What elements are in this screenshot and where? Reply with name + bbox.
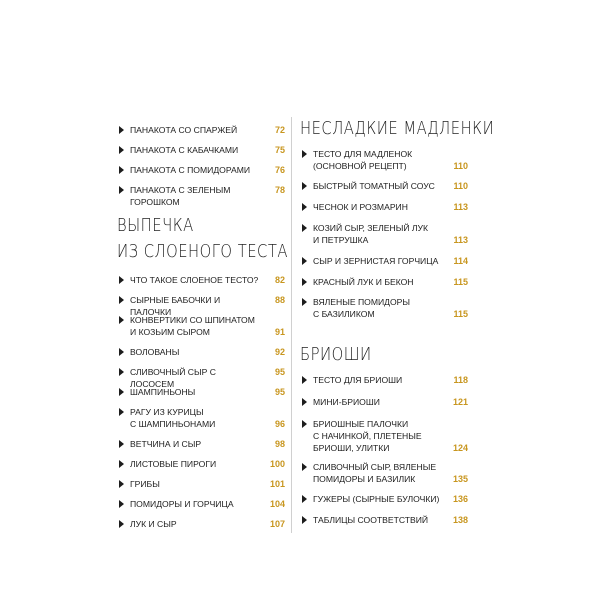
- entry-title: СЫР И ЗЕРНИСТАЯ ГОРЧИЦА: [313, 256, 439, 266]
- page-number: 114: [453, 256, 468, 266]
- page-number: 91: [274, 327, 285, 337]
- section-puff-pastry: [117, 213, 288, 265]
- page-number: 121: [452, 397, 468, 407]
- page-number: 96: [274, 419, 285, 429]
- column-divider: [291, 117, 292, 533]
- section-title: БРИОШИ: [300, 344, 372, 365]
- page-number: 104: [269, 499, 285, 509]
- triangle-right-icon: [302, 397, 307, 405]
- entry-title: ТАБЛИЦЫ СООТВЕТСТВИЙ: [313, 515, 429, 525]
- page-number: 75: [274, 145, 285, 155]
- triangle-right-icon: [302, 375, 307, 383]
- triangle-right-icon: [302, 297, 307, 305]
- triangle-right-icon: [302, 494, 307, 502]
- entry-title: ВОЛОВАНЫ: [130, 347, 180, 357]
- page-number: 76: [274, 165, 285, 175]
- triangle-right-icon: [119, 347, 124, 355]
- page-number: 124: [452, 443, 468, 453]
- entry-title: ГУЖЕРЫ (СЫРНЫЕ БУЛОЧКИ): [313, 494, 440, 504]
- page-number: 95: [274, 367, 285, 377]
- entry-title: ТЕСТО ДЛЯ БРИОШИ: [313, 375, 403, 385]
- page-number: 92: [274, 347, 285, 357]
- entry-title: ВЯЛЕНЫЕ ПОМИДОРЫ С БАЗИЛИКОМ: [313, 297, 410, 319]
- triangle-right-icon: [119, 367, 124, 375]
- entry-title: ПОМИДОРЫ И ГОРЧИЦА: [130, 499, 234, 509]
- entry-title: ЧЕСНОК И РОЗМАРИН: [313, 202, 408, 212]
- section-title: ИЗ СЛОЕНОГО ТЕСТА: [117, 241, 288, 262]
- section-title: ВЫПЕЧКА: [117, 215, 194, 236]
- section-title: НЕСЛАДКИЕ МАДЛЕНКИ: [300, 118, 495, 139]
- page-number: 98: [274, 439, 285, 449]
- entry-title: ВЕТЧИНА И СЫР: [130, 439, 202, 449]
- triangle-right-icon: [119, 407, 124, 415]
- triangle-right-icon: [119, 439, 124, 447]
- triangle-right-icon: [302, 202, 307, 210]
- entry-title: ЧТО ТАКОЕ СЛОЕНОЕ ТЕСТО?: [130, 275, 259, 285]
- page-number: 115: [453, 309, 468, 319]
- page-number: 101: [269, 479, 285, 489]
- triangle-right-icon: [302, 149, 307, 157]
- triangle-right-icon: [119, 165, 124, 173]
- entry-title: КОНВЕРТИКИ СО ШПИНАТОМ И КОЗЬИМ СЫРОМ: [130, 315, 255, 337]
- triangle-right-icon: [119, 387, 124, 395]
- triangle-right-icon: [302, 223, 307, 231]
- page-number: 78: [274, 185, 285, 195]
- section-savory-madeleines: [300, 116, 495, 142]
- triangle-right-icon: [302, 419, 307, 427]
- triangle-right-icon: [119, 275, 124, 283]
- entry-title: ЛУК И СЫР: [130, 519, 177, 529]
- triangle-right-icon: [119, 315, 124, 323]
- page-number: 138: [452, 515, 468, 525]
- triangle-right-icon: [119, 185, 124, 193]
- entry-title: РАГУ ИЗ КУРИЦЫ С ШАМПИНЬОНАМИ: [130, 407, 216, 429]
- entry-title: ПАНАКОТА С ЗЕЛЕНЫМ ГОРОШКОМ: [130, 185, 231, 207]
- entry-title: ШАМПИНЬОНЫ: [130, 387, 196, 397]
- triangle-right-icon: [119, 499, 124, 507]
- entry-title: ПАНАКОТА С КАБАЧКАМИ: [130, 145, 239, 155]
- entry-title: ТЕСТО ДЛЯ МАДЛЕНОК (ОСНОВНОЙ РЕЦЕПТ): [313, 149, 413, 171]
- page-number: 88: [274, 295, 285, 305]
- page-number: 113: [453, 235, 468, 245]
- page-number: 113: [453, 202, 468, 212]
- triangle-right-icon: [302, 462, 307, 470]
- entry-title: СЛИВОЧНЫЙ СЫР С ЛОСОСЕМ: [130, 367, 216, 389]
- triangle-right-icon: [302, 181, 307, 189]
- page-number: 110: [453, 161, 468, 171]
- triangle-right-icon: [119, 519, 124, 527]
- entry-title: ЛИСТОВЫЕ ПИРОГИ: [130, 459, 217, 469]
- triangle-right-icon: [302, 277, 307, 285]
- entry-title: МИНИ-БРИОШИ: [313, 397, 380, 407]
- page-number: 135: [452, 474, 468, 484]
- page-number: 118: [453, 375, 468, 385]
- section-brioche: [300, 342, 468, 368]
- page-number: 136: [452, 494, 468, 504]
- triangle-right-icon: [302, 256, 307, 264]
- page-number: 100: [269, 459, 285, 469]
- triangle-right-icon: [119, 295, 124, 303]
- page-number: 95: [274, 387, 285, 397]
- triangle-right-icon: [119, 459, 124, 467]
- page-number: 110: [453, 181, 468, 191]
- triangle-right-icon: [119, 125, 124, 133]
- page-number: 115: [453, 277, 468, 287]
- triangle-right-icon: [119, 479, 124, 487]
- entry-title: КРАСНЫЙ ЛУК И БЕКОН: [313, 277, 414, 287]
- entry-title: ПАНАКОТА СО СПАРЖЕЙ: [130, 125, 238, 135]
- triangle-right-icon: [119, 145, 124, 153]
- entry-title: СЛИВОЧНЫЙ СЫР, ВЯЛЕНЫЕ ПОМИДОРЫ И БАЗИЛИК: [313, 462, 437, 484]
- triangle-right-icon: [302, 515, 307, 523]
- page-number: 72: [274, 125, 285, 135]
- page-number: 82: [274, 275, 285, 285]
- page-number: 107: [269, 519, 285, 529]
- entry-title: СЫРНЫЕ БАБОЧКИ И ПАЛОЧКИ: [130, 295, 221, 317]
- entry-title: ПАНАКОТА С ПОМИДОРАМИ: [130, 165, 251, 175]
- entry-title: БЫСТРЫЙ ТОМАТНЫЙ СОУС: [313, 181, 435, 191]
- entry-title: КОЗИЙ СЫР, ЗЕЛЕНЫЙ ЛУК И ПЕТРУШКА: [313, 223, 428, 245]
- entry-title: БРИОШНЫЕ ПАЛОЧКИ С НАЧИНКОЙ, ПЛЕТЕНЫЕ БРИОШИ, УЛИТКИ: [313, 419, 422, 453]
- entry-title: ГРИБЫ: [130, 479, 160, 489]
